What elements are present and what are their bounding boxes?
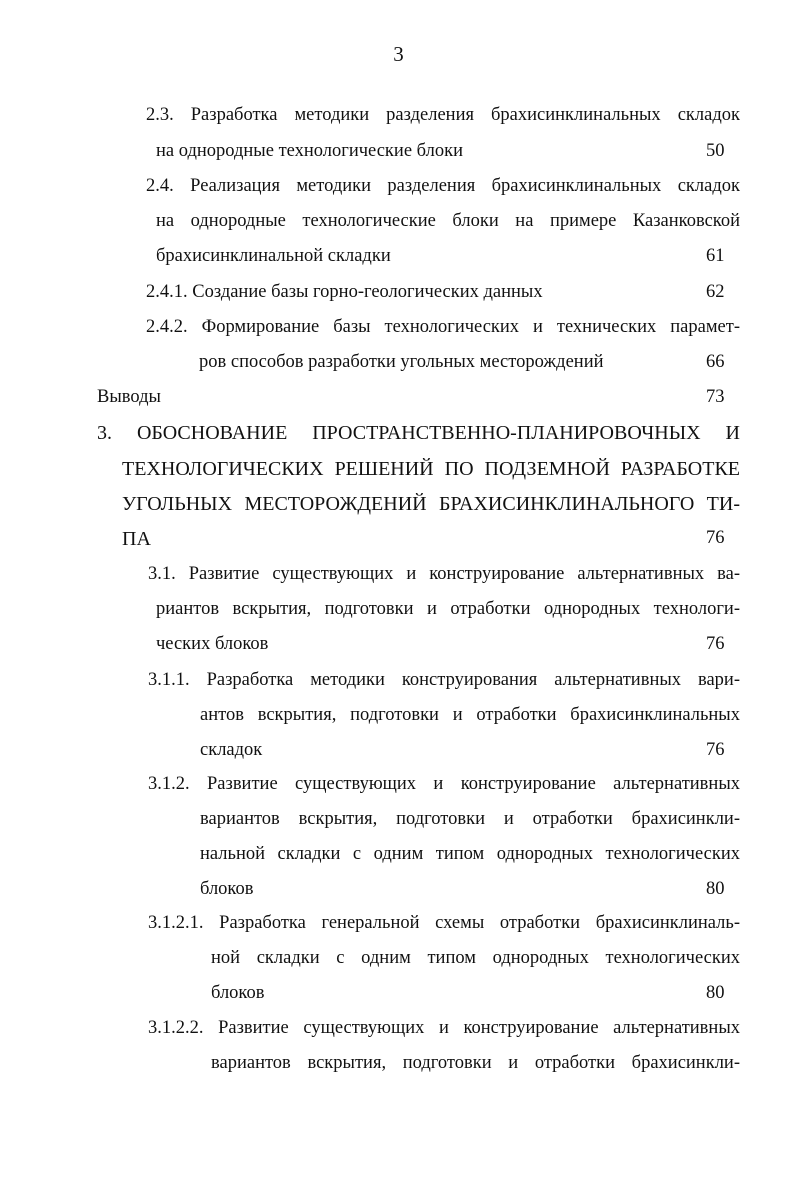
toc-entry-3-line-1: 3. ОБОСНОВАНИЕ ПРОСТРАНСТВЕННО-ПЛАНИРОВОЧНЫХ И	[97, 422, 740, 444]
toc-entry-3-1-2-2-line-1: 3.1.2.2. Развитие существующих и конструирование альтернативных	[148, 1018, 740, 1038]
toc-entry-3-1-1-page: 76	[706, 740, 725, 760]
toc-entry-3-line-2: ТЕХНОЛОГИЧЕСКИХ РЕШЕНИЙ ПО ПОДЗЕМНОЙ РАЗРАБОТКЕ	[122, 458, 740, 480]
toc-entry-3-1-1-line-3: складок	[200, 740, 263, 760]
toc-entry-2-4-2-line-2: ров способов разработки угольных месторождений	[199, 352, 604, 372]
toc-entry-3-line-3: УГОЛЬНЫХ МЕСТОРОЖДЕНИЙ БРАХИСИНКЛИНАЛЬНОГО ТИ-	[122, 493, 740, 515]
toc-entry-2-3-page: 50	[706, 141, 725, 161]
page-number: 3	[393, 42, 404, 66]
toc-entry-2-4-1-line-1: 2.4.1. Создание базы горно-геологических данных	[146, 282, 543, 302]
toc-entry-3-line-4: ПА	[122, 528, 151, 550]
toc-entry-3-1-2-page: 80	[706, 879, 725, 899]
toc-entry-2-3-line-1: 2.3. Разработка методики разделения брахисинклинальных складок	[146, 105, 740, 125]
toc-entry-3-1-2-line-4: блоков	[200, 879, 254, 899]
toc-entry-conclusions-page: 73	[706, 387, 725, 407]
toc-entry-2-4-2-line-1: 2.4.2. Формирование базы технологических и технических парамет-	[146, 317, 740, 337]
toc-entry-2-4-line-2: на однородные технологические блоки на примере Казанковской	[156, 211, 740, 231]
toc-entry-2-4-line-1: 2.4. Реализация методики разделения брахисинклинальных складок	[146, 176, 740, 196]
toc-entry-3-1-2-2-line-2: вариантов вскрытия, подготовки и отработки брахисинкли-	[211, 1053, 740, 1073]
toc-entry-3-1-2-1-line-1: 3.1.2.1. Разработка генеральной схемы отработки брахисинклиналь-	[148, 913, 740, 933]
toc-entry-2-4-2-page: 66	[706, 352, 725, 372]
toc-entry-2-4-line-3: брахисинклинальной складки	[156, 246, 391, 266]
toc-entry-3-1-2-line-2: вариантов вскрытия, подготовки и отработки брахисинкли-	[200, 809, 740, 829]
toc-entry-3-1-2-1-line-2: ной складки с одним типом однородных технологических	[211, 948, 740, 968]
toc-entry-2-4-page: 61	[706, 246, 725, 266]
toc-entry-conclusions: Выводы	[97, 387, 161, 407]
toc-entry-3-1-line-3: ческих блоков	[156, 634, 269, 654]
toc-entry-3-1-1-line-2: антов вскрытия, подготовки и отработки брахисинклинальных	[200, 705, 740, 725]
toc-entry-3-1-2-1-page: 80	[706, 983, 725, 1003]
toc-entry-3-1-2-1-line-3: блоков	[211, 983, 265, 1003]
toc-entry-3-1-page: 76	[706, 634, 725, 654]
toc-entry-2-3-line-2: на однородные технологические блоки	[156, 141, 463, 161]
toc-entry-2-4-1-page: 62	[706, 282, 725, 302]
toc-entry-3-1-line-1: 3.1. Развитие существующих и конструирование альтернативных ва-	[148, 564, 740, 584]
toc-entry-3-1-2-line-1: 3.1.2. Развитие существующих и конструирование альтернативных	[148, 774, 740, 794]
toc-entry-3-1-2-line-3: нальной складки с одним типом однородных технологических	[200, 844, 740, 864]
toc-entry-3-1-1-line-1: 3.1.1. Разработка методики конструирования альтернативных вари-	[148, 670, 740, 690]
toc-entry-3-page: 76	[706, 528, 725, 548]
toc-entry-3-1-line-2: риантов вскрытия, подготовки и отработки однородных технологи-	[156, 599, 740, 619]
